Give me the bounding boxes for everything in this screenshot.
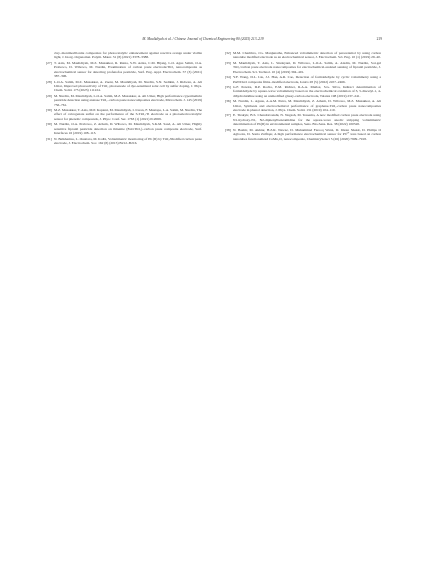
reference-number: [28] [46, 79, 52, 84]
reference-text: M.M. Charithra, J.G. Manjunatha, Enhanced voltammetric detection of paracetamol by using carbon nanotube modified electrode as an electrochemical sensor, J. Electrochem. Sci. Eng. 10 (1) (2019) 29–40. [233, 51, 381, 60]
running-head [46, 37, 382, 45]
reference-text: N. Bashir, M. Akhtar, H.Z.R. Nawaz, D. Muhammad Farooq Warsi, D. Imran Shakir, D. Philips O Agboola, D. Sonia Zulfiqar, A high performance electrochemical sensor for Pb²⁺ ions based on carbon nanotubes functionalized CoMn₂O₄ nanocomposite, ChemistrySelect 5 (26) (2020) 7909–7918. [233, 127, 381, 141]
reference-item [225, 99, 381, 112]
reference-item [225, 75, 381, 84]
reference-item [46, 108, 202, 121]
reference-text: Y.F. Wang, D.L. Liu, J.J. Han, A.R. Cao, Detection of formaldehyde by cyclic voltammetry using a PANI/GO composite films–modified electrode, Ionics 28 (5) (2022) 2457–2466. [233, 75, 381, 84]
reference-number: [36] [225, 99, 231, 104]
reference-item [225, 51, 381, 60]
reference-item [225, 61, 381, 74]
reference-item [46, 80, 202, 93]
reference-number: [33] [225, 60, 231, 65]
reference-text: M.Z. Muzakkar, T. Azis, M.P. Kapiani, M. Maulidiyah, I. Irwan, F. Mustapa, L.A. Salim, M. Nurdin, The effect of calcogenate sulfur on the performance of the S-TiO₂/Ti electrode as a photoelectrocatalytic sensor for phenolic compounds, J. Phys.: Conf. Ser. 1763 (1) (2021) 012069. [54, 108, 202, 121]
page-number: 219 [376, 37, 382, 41]
reference-number: [34] [225, 75, 231, 80]
reference-number: [27] [46, 60, 52, 65]
reference-text: clay–montmorillonite composites for photocatalytic enhancement against reactive orange under visible light, J. Inorg. Organomet. Polym. Mater. 31 (8) (2021) 3378–3388. [54, 51, 202, 60]
reference-item [225, 85, 381, 98]
reference-number: [37] [225, 113, 231, 118]
reference-item [225, 113, 381, 126]
reference-number: [30] [46, 122, 52, 127]
reference-text: T. Azis, M. Maulidiyah, M.Z. Muzakkar, R. Ratna, S.W. Aziza, C.M. Bijang, L.O. Agus Salim, O.A. Prabowo, D. Wibowo, M. Nurdin, Examination of carbon paste electrode/TiO₂ nanocomposite as electrochemical sensor for detecting profenofos pesticide, Surf. Eng. Appl. Electrochem. 57 (3) (2021) 387–396. [54, 60, 202, 79]
reference-text: M. Nurdin, O.A. Prabowo, Z. Arham, D. Wibowo, M. Maulidiyah, S.K.M. Saad, A. Ali Umar, Highly sensitive fipronil pesticide detection on ilmenite (FeO.TiO₂)–carbon paste composite electrode, Surf. Interfaces 16 (2019) 108–113. [54, 122, 202, 136]
reference-text: E. Tirakyir, B.S. Chandravanshi, N. Negash, M. Tessema, A new modified carbon paste electrode using N1-hydroxy-N1, N2-diphenylbenzamidine for the square-wave anodic stripping voltammetric determination of Pb(II) in environmental samples, Sens. Bio-Sens. Res. 38 (2022) 100520. [233, 113, 381, 127]
reference-item [225, 128, 381, 141]
reference-number: [38] [225, 127, 231, 132]
reference-item [46, 122, 202, 135]
reference-text: M. Nurdin, M. Maulidiyah, L.O.A. Salim, M.Z. Muzakkar, A. Ali Umar, High performance cypermethrin pesticide detection using anatase TiO₂–carbon paste nanocomposites electrode, Microchem. J. 145 (2019) 756–761. [54, 93, 202, 107]
running-head-title: M. Maulidiyah et al. / Chinese Journal of Chemical Engineering 80 (2025) 213–219 [142, 37, 264, 41]
reference-number: [29] [46, 93, 52, 98]
reference-text: G.F. Pereira, D.P. Rocha, E.M. Richter, R.A.A. Muñoz, S.G. Silva, Indirect determination of formaldehyde by square-wave voltammetry based on the electrochemical oxidation of 3, 5-diacetyl-1, 4-dihydrolutidine using an unmodified glassy-carbon electrode, Talanta 198 (2019) 237–241. [233, 84, 381, 98]
reference-number: [30] [46, 108, 52, 112]
reference-number: [32] [225, 51, 231, 55]
reference-text: M. Nurdin, L. Agusu, A.A.M. Putra, M. Maulidiyah, Z. Arham, D. Wibowo, M.Z. Muzakkar, A. Ali Umar, Synthesis and electrochemical performance of graphene-TiO₂-carbon paste nanocomposites electrode in phenol detection, J. Phys. Chem. Solid. 131 (2019) 104–110. [233, 99, 381, 112]
reference-item [46, 137, 202, 146]
reference-text: L.O.A. Salim, M.Z. Muzakkar, A. Zaeni, M. Maulidiyah, M. Nurdin, S.N. Sadikin, J. Ridwan, A. Ali Umar, Improved photoactivity of TiO₂ photoanode of dye-sensitized solar cell by sulfur doping, J. Phys. Chem. Solid. 175 (2023) 111224. [54, 79, 202, 93]
reference-number: [31] [46, 136, 52, 141]
reference-item [46, 94, 202, 107]
reference-item [46, 51, 202, 60]
reference-item [46, 61, 202, 79]
references-left-column [46, 51, 202, 146]
reference-text: N. Belkhamsa, L. Ouattara, M. Kolbi, Voltammetric monitoring of Pb (II) by TiO₂/Modified carbon paste electrode, J. Electrochem. Soc. 162 (8) (2015) B212–B216. [54, 136, 202, 145]
references-right-column [225, 51, 381, 142]
reference-text: M. Maulidiyah, T. Azis, L. Sindayani, D. Wibowo, L.O.A. Salim, A. Aladin, M. Nurdin, Sol-gel TiO₂/carbon paste electrode nanocomposites for electrochemical-assisted sensing of fipronil pesticide, J. Electrochem. Sci. Technol. 10 (4) (2019) 394–401. [233, 60, 381, 74]
reference-number: [35] [225, 84, 231, 89]
